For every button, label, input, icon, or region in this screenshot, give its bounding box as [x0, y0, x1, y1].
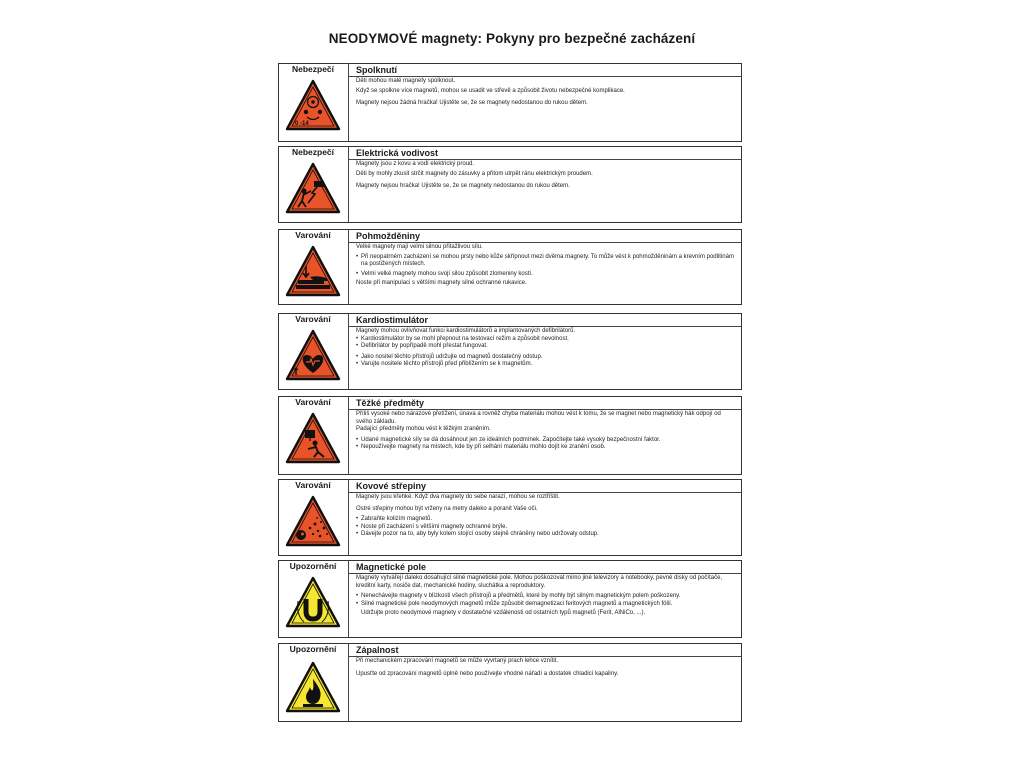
body-text: Magnety jsou z kovu a vodí elektrický proud.: [356, 161, 475, 167]
bullet-list: [356, 254, 736, 279]
list-item: • Kardiostimulátor by se mohl přepnout na testovací režim a způsobit nevolnost.: [356, 336, 736, 344]
hazard-level-label: Upozornění: [289, 644, 337, 654]
hazard-level-label: Nebezpečí: [291, 147, 335, 157]
section-body: [356, 244, 736, 290]
section-title: Kardiostimulátor: [356, 315, 429, 325]
section-body: [356, 161, 736, 193]
section-body: [356, 575, 736, 620]
list-item: • Velmi velké magnety mohou svojí silou způsobit zlomeniny kostí.: [356, 271, 736, 279]
section-crushing: [278, 229, 742, 305]
hazard-level-label: Varování: [295, 230, 331, 240]
section-body: [356, 494, 736, 541]
age-label: 0 -14: [295, 121, 309, 127]
bullet-list: [356, 516, 736, 539]
section-title: Elektrická vodivost: [356, 148, 439, 158]
section-title: Pohmožděniny: [356, 231, 421, 241]
section-title: Těžké předměty: [356, 398, 425, 408]
section-body: [356, 78, 736, 110]
section-body: [356, 658, 736, 680]
body-text: Magnety vytvářejí daleko dosahující silné magnetické pole. Mohou poškozovat mimo jiné televizory a notebooky, pevné disky od počítače, kreditní karty, nosiče dat, mechanické hodiny, sluchátka a reproduktory.: [356, 575, 723, 589]
list-item: • Při neopatrném zacházení se mohou prsty nebo kůže skřípnout mezi dvěma magnety. To může vést k pohmožděninám a krevním podlitinám na postižených místech.: [356, 254, 736, 269]
body-text: Velké magnety mají velmi silnou přitažlivou sílu.: [356, 244, 483, 250]
section-electric: [278, 146, 742, 223]
page-title: NEODYMOVÉ magnety: Pokyny pro bezpečné zacházení: [328, 31, 696, 46]
section-magnetic-field: [278, 560, 742, 638]
crushing-hand-icon: [284, 244, 342, 298]
body-text: Padající předměty mohou vést k těžkým zraněním.: [356, 426, 491, 433]
body-text: Magnety nejsou hračka! Ujistěte se, že se magnety nedostanou do rukou dětem.: [356, 183, 570, 190]
body-text: Děti mohou malé magnety spolknout.: [356, 78, 456, 84]
list-item: • Nenechávejte magnety v blízkosti všech přístrojů a předmětů, které by mohly být silným magnetickým polem poškozeny.: [356, 593, 736, 601]
body-text: Příliš vysoké nebo nárazové přetížení, únava a rovněž chyba materiálu mohou vést k tomu, že se magnet nebo magnetický hák odpojí od svého základu.: [356, 411, 721, 425]
hazard-level-label: Varování: [295, 314, 331, 324]
section-title: Magnetické pole: [356, 562, 427, 572]
hazard-level-label: Nebezpečí: [291, 64, 335, 74]
hazard-level-label: Varování: [295, 480, 331, 490]
bullet-list: [356, 336, 736, 351]
body-text: Ostré střepiny mohou být vrženy na metry daleko a poranit Vaše oči.: [356, 505, 538, 512]
list-item: • Varujte nositele těchto přístrojů před přiblížením se k magnetům.: [356, 361, 736, 369]
list-item: • Jako nositel těchto přístrojů udržujte od magnetů dostatečný odstup.: [356, 354, 736, 362]
section-heavy-objects: [278, 396, 742, 475]
list-item: • Defibrilátor by popřípadě mohl přestat fungovat.: [356, 343, 736, 351]
section-body: [356, 328, 736, 371]
hazard-level-label: Varování: [295, 397, 331, 407]
section-flammability: [278, 643, 742, 722]
body-text: Děti by mohly zkusit strčit magnety do zásuvky a přitom utrpět ránu elektrickým proudem.: [356, 170, 593, 177]
pacemaker-heart-icon: [284, 328, 342, 382]
list-item: • Zabraňte kolizím magnetů.: [356, 516, 736, 524]
hazard-level-label: Upozornění: [289, 561, 337, 571]
body-text: Upusťte od zpracování magnetů úplně nebo používejte vhodné nářadí a dostatek chladicí kapaliny.: [356, 670, 619, 677]
section-title: Zápalnost: [356, 645, 399, 655]
section-pacemaker: [278, 313, 742, 390]
bullet-list: [356, 354, 736, 369]
section-title: Spolknutí: [356, 65, 397, 75]
list-item: • Dávejte pozor na to, aby byly kolem stojící osoby stejně chráněny nebo udržovaly odstup.: [356, 531, 736, 539]
metal-splinters-icon: [284, 494, 342, 548]
list-item: • Nepoužívejte magnety na místech, kde by při selhání materiálu mohlo dojít ke zranění osob.: [356, 444, 736, 452]
body-text: Magnety nejsou žádná hračka! Ujistěte se, že se magnety nedostanou do rukou dětem.: [356, 100, 588, 107]
list-item: • Udané magnetické síly se dá dosáhnout jen ze ideálních podmínek. Započítejte také vysoký bezpečnostní faktor.: [356, 437, 736, 445]
flammable-icon: [284, 660, 342, 714]
body-text: Když se spolkne více magnetů, mohou se usadit ve střevě a způsobit životu nebezpečné komplikace.: [356, 87, 625, 94]
list-item: • Silné magnetické pole neodymových magnetů může způsobit demagnetizaci feritových magnetů a magnetických fólií.: [356, 601, 736, 609]
body-text: Noste při manipulaci s většími magnety silné ochranné rukavice.: [356, 280, 527, 287]
bullet-list: [356, 437, 736, 452]
body-text: Udržujte proto neodymové magnety v dostatečné vzdálenosti od ostatních typů magnetů (Ferit, AlNiCo, ...).: [361, 610, 646, 617]
list-item: • Noste při zacházení s většími magnety ochranné brýle.: [356, 524, 736, 532]
swallowing-hazard-icon: [284, 78, 342, 132]
electric-shock-icon: [284, 161, 342, 215]
section-body: [356, 411, 736, 454]
magnetic-field-icon: [284, 575, 342, 629]
section-title: Kovové střepiny: [356, 481, 427, 491]
section-metal-splinters: [278, 479, 742, 556]
body-text: Při mechanickém zpracování magnetů se může vyvrtaný prach lehce vznítit.: [356, 658, 559, 664]
bullet-list: [356, 593, 736, 608]
section-swallowing: [278, 63, 742, 142]
body-text: Magnety mohou ovlivňovat funkci kardiostimulátorů a implantovaných defibrilátorů.: [356, 328, 576, 334]
body-text: Magnety jsou křehké. Když dva magnety do sebe narazí, mohou se roztříštit.: [356, 494, 560, 500]
heavy-objects-icon: [284, 411, 342, 465]
